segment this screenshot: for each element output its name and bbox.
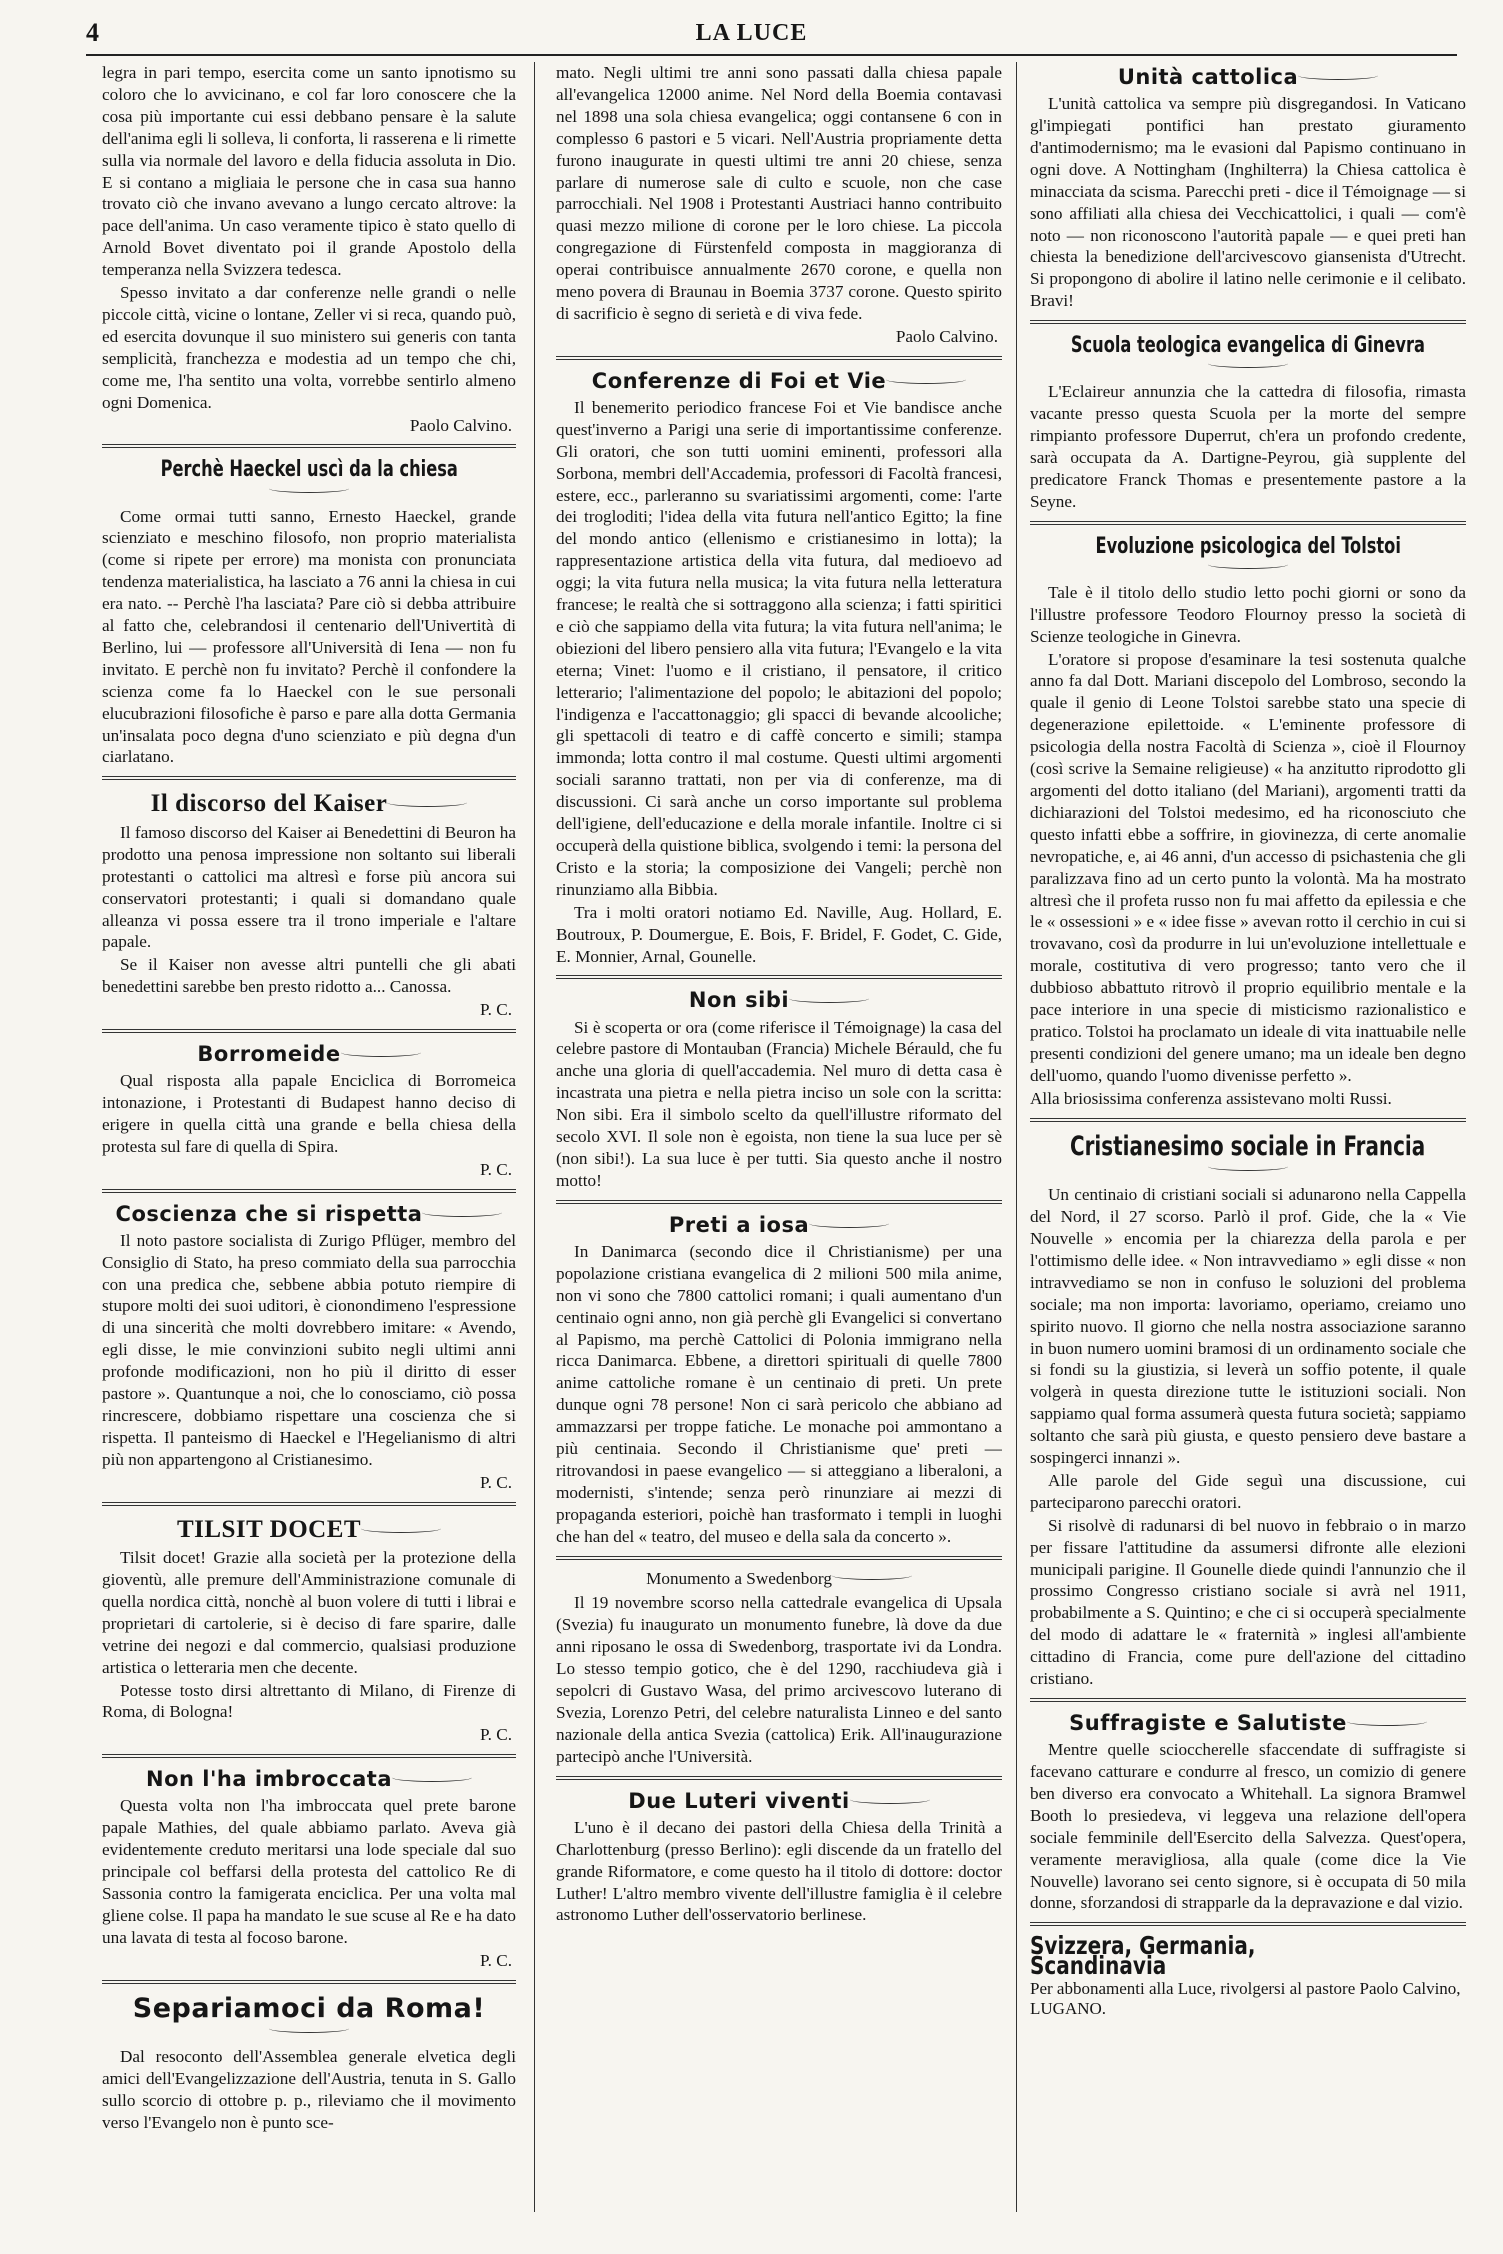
- headline-squiggle: [1298, 71, 1378, 80]
- paragraph: legra in pari tempo, esercita come un santo ipnotismo su coloro che lo avvicinano, e col far loro conoscere che la cosa più importante cui essi debbano pensare è la salute dell'anima egli li solleva, li conforta, li rasserena e li rimette sulla via normale del lavoro e della fiducia assoluta in Dio. E si contano a migliaia le persone che in casa sua hanno trovato ciò che invano avevano a lungo cercato altrove: la pace dell'anima. Un caso veramente tipico è stato quello di Arnold Bovet diventato poi il grande Apostolo della temperanza nella Svizzera tedesca.: [102, 63, 516, 280]
- headline-squiggle: [392, 1773, 472, 1782]
- headline: [1030, 1132, 1466, 1181]
- section-rule: [102, 776, 516, 780]
- ad-text-b: Luce, rivolgersi al pastore Paolo Calvino, LUGANO.: [1030, 1979, 1461, 2019]
- headline-squiggle: [361, 1524, 441, 1533]
- section-rule: [1030, 320, 1466, 324]
- signature: Paolo Calvino.: [409, 415, 512, 435]
- paragraph: L'unità cattolica va sempre più disgregandosi. In Vaticano gl'impiegati pontifici han prestato giuramento d'antimodernismo; ma le evasioni dal Papismo continuano in ogni dove. A Nottingham (Inghilterra) la Chiesa cattolica è minacciata da scisma. Parecchi preti - dice il Témoignage — si sono affiliati alla chiesa dei Vecchicattolici, i quali — com'è noto — non riconoscono l'autorità papale — e quei preti han chiesta la benedizione dell'arcivescovo giansenista d'Utrecht. Si propongono di abolire il latino nelle cerimonie e il celibato. Bravi!: [1030, 94, 1466, 311]
- headline: [102, 458, 516, 501]
- section-rule: [556, 356, 1002, 360]
- section-rule: [556, 975, 1002, 979]
- headline-squiggle: [269, 2024, 349, 2033]
- paragraph: Come ormai tutti sanno, Ernesto Haeckel, grande scienziato e meschino filosofo, non proprio materialista (come si ripete per errore) ma monista con pronunciata tendenza materialistica, ha lasciato a 76 anni la chiesa in cui era nato. -- Perchè l'ha lasciata? Pare ciò si debba attribuire al fatto che, celebrandosi il centenario dell'Univertità di Berlino, lui — professore all'Università di Iena — non fu invitato. E perchè non fu invitato? Perchè il confondere la scienza come fa lo Haeckel con le sue personali elucubrazioni filosofiche è parso e pare alla dotta Germania un'insalata poco degna d'uno scienziato e più degna d'un ciarlatano.: [102, 506, 516, 767]
- headline-text: Suffragiste e Salutiste: [1069, 1711, 1347, 1736]
- paragraph: Il famoso discorso del Kaiser ai Benedettini di Beuron ha prodotto una penosa impressione non soltanto sui liberali protestanti o cattolici ma altresì e forse più ancora sui conservatori protestanti; i quali si domandano quale alleanza vi possa essere tra il trono imperiale e l'altare papale.: [102, 822, 516, 952]
- headline-squiggle: [269, 484, 349, 493]
- headline: [102, 1043, 516, 1066]
- headline-text: Separiamoci da Roma!: [132, 1992, 486, 2024]
- subscription-ad: [1030, 1931, 1466, 2019]
- headline: [102, 1768, 516, 1791]
- paragraph: Questa volta non l'ha imbroccata quel prete barone papale Mathies, del quale abbiamo parlato. Aveva già evidentemente creduto meritarsi una lode speciale dal suo principale col beffarsi della protesta del cattolico Re di Sassonia contro la famigerata enciclica. Per una volta mal gliene colse. Il papa ha mandato le sue scuse al Re e ha dato una lavata di testa al focoso barone.: [102, 1796, 516, 1947]
- headline: [1030, 334, 1466, 377]
- header-rule: [86, 54, 1457, 56]
- section-rule: [102, 1029, 516, 1033]
- paragraph: Il noto pastore socialista di Zurigo Pflüger, membro del Consiglio di Stato, ha preso commiato della sua parrocchia con una predica che, sebbene abbia potuto riempire di stupore molti dei suoi uditori, è cionondimeno l'espressione di una sincerità che molti dovrebbero imitare: « Avendo, egli disse, le mie convinzioni subito negli ultimi anni profonde modificazioni, non ho più il diritto di esser pastore ». Quantunque a noi, che lo conosciamo, ciò possa rincrescere, dobbiamo rispettare una coscienza che si rispetta. Il panteismo di Haeckel e l'Hegelianismo di altri più non appartengono al Cristianesimo.: [102, 1230, 516, 1469]
- headline-text: Perchè Haeckel uscì da la chiesa: [160, 457, 458, 483]
- headline: [556, 1790, 1002, 1813]
- paragraph: Se il Kaiser non avesse altri puntelli che gli abati benedettini sarebbe ben presto ridotto a... Canossa.: [102, 955, 516, 997]
- paragraph: Il benemerito periodico francese Foi et Vie bandisce anche quest'inverno a Parigi una serie di importantissime conferenze. Gli oratori, che son tutti uomini eminenti, professori alla Sorbona, membri dell'Accademia, professori di Facoltà francesi, estere, ecc., parleranno su svariatissimi argomenti, come: l'arte dei trogloditi; l'idea della vita futura nell'antico Egitto; la fine del mondo antico (ellenismo e cristianesimo in lotta); la rappresentazione artistica della vita futura, dal medioevo ad oggi; la vita futura nella musica; la vita futura nella letteratura francese; le realtà che si sottraggono alla scienza; i fatti spiritici e ciò che sappiamo della vita futura; la vita futura nell'anima; le obiezioni del libero pensiero alla vita futura; l'Evangelo e la vita eterna; Vinet: l'uomo e il cristiano, il pensatore, il critico letterario; l'alimentazione del popolo; le abitazioni del popolo; l'indigenza e l'accattonaggio; gli spacci di bevande alcooliche; gli spettacoli di teatro e di caffè concerto e simili; stampa immonda; lotta contro il mal costume. Questi ultimi argomenti sociali saranno trattati, non per via di conferenze, ma di discussioni. Ci sarà anche un corso importante sul problema dell'igiene, dell'educazione e della morale infantile. Inoltre ci si occuperà della quistione biblica, svolgendo i temi: la persona del Cristo e la storia; la composizione dei Vangeli; perchè non rinunziamo alla Bibbia.: [556, 397, 1002, 899]
- paragraph: Si risolvè di radunarsi di bel nuovo in febbraio o in marzo per fissare l'attitudine da assumersi difronte alle elezioni municipali parigine. Il Gounelle diede quindi l'annunzio che il prossimo Congresso cristiano sociale si avrà nel 1911, probabilmente a S. Quintino; e che ci si occuperà specialmente del modo di adattare le « fraternità » inglesi all'ambiente cittadino di Francia, come pure dell'azione del cittadino cristiano.: [1030, 1515, 1466, 1689]
- headline-text: Monumento a Swedenborg: [646, 1568, 832, 1588]
- paragraph: In Danimarca (secondo dice il Christianisme) per una popolazione cristiana evangelica di 2 milioni 500 mila anime, non vi sono che 7800 cattolici romani; i quali aumentano d'un centinaio ogni anno, non già perchè gli Evangelici si convertano al Papismo, ma perchè Cattolici di Polonia immigrano nella ricca Danimarca. Ebbene, a direttori spirituali di quelle 7800 anime cattoliche romane è un centinaio di preti. Un prete dunque ogni 78 persone! Non ci sarà pericolo che abbiano ad ammazzarsi per troppe fatiche. Le monache poi ammontano a più centinaia. Secondo il Christianisme que' preti — ritrovandosi in paese evangelico — si atteggiano a liberaloni, a modernisti, s'intende; senza però rinunziare ai mezzi di propaganda esteriori, poichè han trasformato i templi in luoghi che han del « teatro, del museo e della sala da concerto ».: [556, 1241, 1002, 1546]
- headline-squiggle: [886, 375, 966, 384]
- headline-text: Evoluzione psicologica del Tolstoi: [1095, 533, 1401, 559]
- paragraph: Spesso invitato a dar conferenze nelle grandi o nelle piccole città, vicine o lontane, Zeller vi si reca, quando può, ed esercita dovunque il suo ministero sui generis con tanta semplicità, franchezza e modestia ad un tempo che chi, come me, l'ha sentito una volta, vorrebbe sentirlo almeno ogni Domenica.: [102, 283, 516, 412]
- signature: P. C.: [479, 1950, 512, 1970]
- signature: P. C.: [479, 1725, 512, 1745]
- paragraph: mato. Negli ultimi tre anni sono passati dalla chiesa papale all'evangelica 12000 anime. Nel Nord della Boemia contavasi nel 1898 una sola chiesa evangelica; oggi contansene 6 con in complesso 6 pastori e 5 vicari. Nell'Austria propriamente detta furono inaugurate in questi ultimi tre anni 20 chiese, senza parlare di numerose sale di culto e scuole, non che case parrocchiali. Nel 1908 i Protestanti Austriaci hanno contribuito quasi mezzo milione di corone per le loro chiese. La piccola congregazione di Fürstenfeld composta in maggioranza di operai contribuisce annualmente 2670 corone, e quella non meno povera di Braunau in Boemia 3737 corone. Questo spirito di sacrificio è segno di serietà e di viva fede.: [556, 63, 1002, 323]
- masthead: LA LUCE: [695, 20, 808, 46]
- headline: [556, 989, 1002, 1012]
- headline: [102, 790, 516, 818]
- headline-squiggle: [789, 994, 869, 1003]
- headline-text: Scuola teologica evangelica di Ginevra: [1070, 333, 1426, 359]
- headline-squiggle: [832, 1571, 912, 1580]
- signature: Paolo Calvino.: [895, 326, 998, 346]
- headline: [102, 1994, 516, 2043]
- headline: [102, 1516, 516, 1544]
- headline-text: TILSIT DOCET: [176, 1515, 362, 1543]
- column-2: [556, 62, 1002, 2222]
- paragraph: Tilsit docet! Grazie alla società per la protezione della gioventù, alle premure dell'Amministrazione comunale di quella nordica città, nonchè al buon volere di tutti i librai e proprietari di cartolerie, si è deciso di fare sparire, dalle vetrine dei negozi e dal commercio, qualsiasi produzione artistica o letteraria men che decente.: [102, 1548, 516, 1677]
- column-3: [1030, 62, 1466, 2222]
- paragraph: Dal resoconto dell'Assemblea generale elvetica degli amici dell'Evangelizzazione dell'Austria, tenuta in S. Gallo sullo scorcio di ottobre p. p., rileviamo che il movimento verso l'Evangelo non è punto sce-: [102, 2047, 516, 2132]
- paragraph: Alle parole del Gide seguì una discussione, cui parteciparono parecchi oratori.: [1030, 1470, 1466, 1512]
- section-rule: [556, 1556, 1002, 1560]
- ad-text-a: Per abbonamenti alla: [1030, 1979, 1174, 1999]
- headline-squiggle: [1208, 359, 1288, 368]
- column-divider: [1016, 62, 1017, 2212]
- headline-squiggle: [1208, 560, 1288, 569]
- headline-text: Preti a iosa: [668, 1212, 810, 1237]
- paragraph: Potesse tosto dirsi altrettanto di Milano, di Firenze di Roma, di Bologna!: [102, 1680, 516, 1722]
- section-rule: [556, 1200, 1002, 1204]
- paragraph: Tale è il titolo dello studio letto pochi giorni or sono da l'illustre professore Teodoro Flournoy presso la società di Scienze teologiche in Ginevra.: [1030, 582, 1466, 646]
- page-number: 4: [86, 18, 99, 47]
- section-rule: [102, 1502, 516, 1506]
- headline-squiggle: [422, 1208, 502, 1217]
- paragraph: Alla briosissima conferenza assistevano molti Russi.: [1030, 1088, 1392, 1108]
- headline-text: Due Luteri viventi: [628, 1788, 850, 1813]
- paragraph: L'Eclaireur annunzia che la cattedra di filosofia, rimasta vacante presso questa Scuola per la morte del sempre rimpianto professore Duperrut, ch'era un profondo credente, sarà occupata da A. Dartigne-Peyrou, già supplente del predicatore Franck Thomas e presentemente pastore a la Seyne.: [1030, 382, 1466, 511]
- section-rule: [1030, 1922, 1466, 1926]
- column-divider: [534, 62, 535, 2212]
- headline: [1030, 535, 1466, 578]
- paragraph: Qual risposta alla papale Enciclica di Borromeica intonazione, i Protestanti di Budapest hanno deciso di erigere in quella città una grande e bella chiesa della protesta sul fare di quella di Spira.: [102, 1071, 516, 1156]
- signature: P. C.: [479, 1159, 512, 1179]
- headline-text: Conferenze di Foi et Vie: [591, 368, 887, 393]
- headline-squiggle: [809, 1219, 889, 1228]
- paragraph: Un centinaio di cristiani sociali si adunarono nella Cappella del Nord, il 27 scorso. Parlò il prof. Gide, che la « Vie Nouvelle » encomia per la chiarezza della parola e per l'ottimismo delle idee. « Non intravvediamo » egli disse « non intravvediamo se non in confuso le soluzioni del problema sociale; ma non importa: lavoriamo, operiamo, creiamo uno spirito nuovo. Il giorno che nella nostra associazione saranno in buon numero uomini bramosi di un ordinamento sociale che si fondi su la giustizia, si leverà un soffio potente, il quale volgerà in questa direzione tutte le istituzioni sociali. Non sappiamo qual forma assumerà questa futura società; sappiamo soltanto che sarà più giusta, e questo pensiero deve bastare a sospingerci innanzi ».: [1030, 1185, 1466, 1468]
- headline: [556, 1570, 1002, 1589]
- headline: [102, 1203, 516, 1226]
- section-rule: [556, 1776, 1002, 1780]
- headline-text: Non l'ha imbroccata: [146, 1767, 392, 1792]
- section-rule: [1030, 1698, 1466, 1702]
- headline-text: Borromeide: [197, 1042, 341, 1067]
- headline-text: Coscienza che si rispetta: [115, 1201, 423, 1226]
- headline-squiggle: [850, 1795, 930, 1804]
- ad-title: Svizzera, Germania, Scandinavia: [1030, 1931, 1256, 1981]
- headline: [1030, 1712, 1466, 1735]
- section-rule: [102, 1754, 516, 1758]
- headline-squiggle: [341, 1048, 421, 1057]
- signature: P. C.: [479, 1000, 512, 1020]
- section-rule: [102, 1980, 516, 1984]
- paragraph: L'oratore si propose d'esaminare la tesi sostenuta qualche anno fa dal Dott. Mariani discepolo del Lombroso, secondo la quale il genio di Leone Tolstoi sarebbe stato una specie di degenerazione epilettoide. « L'eminente professore di psicologia della nostra Facoltà di Scienza », cioè il Flournoy (così scrive la Semaine religieuse) « ha anzitutto riprodotto gli argomenti del dotto italiano (del Mariani), argomenti tratti da dichiarazioni del Tolstoi medesimo, ed ha riconosciuto che questo infatti ebbe a soffrire, in giovinezza, di certe anomalie nevropatiche, e, ai 46 anni, d'un accesso di psichastenia che gli paralizzava fino ad un certo punto la volontà. Ma ha mostrato altresì che il profeta russo non fu mai affetto da epilessia e che le « ossessioni » e « idee fisse » avevan rotto il cerchio in cui si trovavano, così da produrre in lui un'evoluzione intellettuale e morale, costitutiva di vero progresso; tanto vero che il dubbioso abbattuto ritrovò il proprio equilibrio mentale e la pace interiore in una specie di misticismo razionalistico e pratico. Tolstoi ha proclamato un ideale di vita inattuabile nelle presenti condizioni del genere umano; ma un ideale ben degno dell'uomo, quando l'uomo divenisse perfetto ».: [1030, 649, 1466, 1085]
- section-rule: [102, 1189, 516, 1193]
- signature: P. C.: [479, 1472, 512, 1492]
- column-1: [102, 62, 516, 2222]
- headline-squiggle: [387, 798, 467, 807]
- headline-text: Non sibi: [688, 988, 790, 1013]
- headline: [556, 370, 1002, 393]
- section-rule: [1030, 521, 1466, 525]
- headline-text: Unità cattolica: [1117, 65, 1299, 89]
- headline-text: Il discorso del Kaiser: [150, 790, 388, 818]
- headline-squiggle: [1347, 1717, 1427, 1726]
- paragraph: Tra i molti oratori notiamo Ed. Naville, Aug. Hollard, E. Boutroux, P. Doumergue, E. Bois, F. Bridel, F. Godet, C. Gide, E. Monnier, Arnal, Gounelle.: [556, 902, 1002, 966]
- headline: [556, 1214, 1002, 1237]
- paragraph: Il 19 novembre scorso nella cattedrale evangelica di Upsala (Svezia) fu inaugurato un monumento funebre, là dove da due anni riposano le ossa di Swedenborg, trasportate ivi da Londra. Lo stesso tempio gotico, che è del 1290, racchiudeva già i sepolcri di Gustavo Wasa, del primo arcivescovo luterano di Svezia, Lorenzo Petri, del celebre naturalista Linneo e del santo nazionale della antica Svezia (cattolica) Erik. All'inaugurazione partecipò anche l'Università.: [556, 1593, 1002, 1766]
- paragraph: L'uno è il decano dei pastori della Chiesa della Trinità a Charlottenburg (presso Berlino): egli discende da un fratello del grande Riformatore, e come questo ha il titolo di dottore: doctor Luther! L'altro membro vivente dell'illustre famiglia è il celebre astronomo Luther dell'osservatorio berlinese.: [556, 1817, 1002, 1925]
- headline-text: Cristianesimo sociale in Francia: [1070, 1130, 1426, 1162]
- headline-squiggle: [1208, 1162, 1288, 1171]
- section-rule: [102, 444, 516, 448]
- section-rule: [1030, 1118, 1466, 1122]
- headline: [1030, 66, 1466, 89]
- paragraph: Si è scoperta or ora (come riferisce il Témoignage) la casa del celebre pastore di Montauban (Francia) Michele Bérauld, che fu anche una gloria di quell'accademia. Nel muro di detta casa è incastrata una pietra e nella pietra inciso un sole con la scritta: Non sibi. Era il simbolo scelto da quell'illustre riformato del secolo XVI. Il sole non è egoista, non tiene la sua luce per sè (non sibi!). La sua luce è per tutti. Sia questo anche il nostro motto!: [556, 1017, 1002, 1190]
- paragraph: Mentre quelle scioccherelle sfaccendate di suffragiste si facevano catturare e condurre al fresco, un comizio di genere ben diverso era convocato a Whitehall. La signora Bramwel Booth lo presiedeva, vi leggeva una relazione dell'opera sociale femminile dell'Esercito della Salvezza. Quest'opera, veramente meravigliosa, alla quale (come dice la Vie Nouvelle) lavorano sei cento signore, si è occupata di 50 mila donne, sforzandosi di strapparle da la depravazione e dal vizio.: [1030, 1740, 1466, 1913]
